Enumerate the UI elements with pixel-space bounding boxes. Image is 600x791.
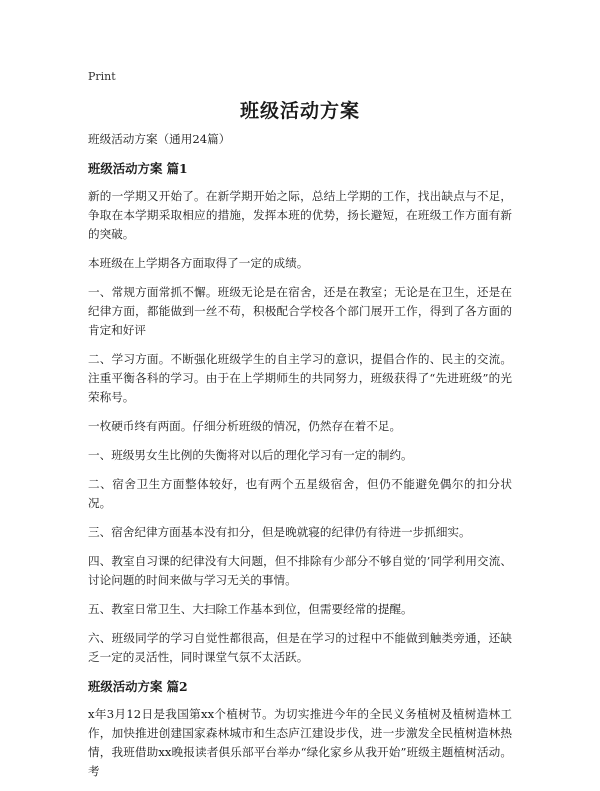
paragraph: 二、宿舍卫生方面整体较好，也有两个五星级宿舍，但仍不能避免偶尔的扣分状况。 — [88, 477, 512, 510]
paragraph: 六、班级同学的学习自觉性都很高，但是在学习的过程中不能做到触类旁通，还缺乏一定的灵活性，同时课堂气氛不太活跃。 — [88, 631, 512, 664]
section-heading: 班级活动方案 篇2 — [88, 679, 188, 694]
document-title: 班级活动方案 — [239, 100, 360, 122]
paragraph: 本班级在上学期各方面取得了一定的成绩。 — [88, 256, 309, 270]
section-heading: 班级活动方案 篇1 — [88, 161, 188, 176]
paragraph: 一枚硬币终有两面。仔细分析班级的情况，仍然存在着不足。 — [88, 419, 402, 433]
print-label: Print — [88, 70, 116, 83]
paragraph: 五、教室日常卫生、大扫除工作基本到位，但需要经常的提醒。 — [88, 602, 413, 616]
document-body — [88, 130, 512, 791]
paragraph: 四、教室自习课的纪律没有大问题，但不排除有少部分不够自觉的’同学利用交流、讨论问题的时间来做与学习无关的事情。 — [88, 554, 512, 587]
document-subtitle: 班级活动方案（通用24篇） — [88, 132, 231, 146]
paragraph: 一、班级男女生比例的失衡将对以后的理化学习有一定的制约。 — [88, 448, 413, 462]
paragraph: 三、宿舍纪律方面基本没有扣分，但是晚就寝的纪律仍有待进一步抓细实。 — [88, 525, 471, 539]
section-2 — [88, 677, 512, 781]
section-1 — [88, 159, 512, 667]
paragraph: 二、学习方面。不断强化班级学生的自主学习的意识，提倡合作的、民主的交流。注重平衡各科的学习。由于在上学期师生的共同努力，班级获得了“先进班级”的光荣称号。 — [88, 352, 512, 404]
paragraph: 新的一学期又开始了。在新学期开始之际，总结上学期的工作，找出缺点与不足，争取在本学期采取相应的措施，发挥本班的优势，扬长避短，在班级工作方面有新的突破。 — [88, 189, 512, 241]
paragraph: 一、常规方面常抓不懈。班级无论是在宿舍，还是在教室；无论是在卫生，还是在纪律方面，都能做到一丝不苟，积极配合学校各个部门展开工作，得到了各方面的肯定和好评 — [88, 285, 512, 337]
paragraph: x年3月12日是我国第xx个植树节。为切实推进今年的全民义务植树及植树造林工作，加快推进创建国家森林城市和生态庐江建设步伐，进一步激发全民植树造林热情，我班借助xx晚报读者俱乐部平台举办“绿化家乡从我开始”班级主题植树活动。考 — [88, 707, 512, 778]
